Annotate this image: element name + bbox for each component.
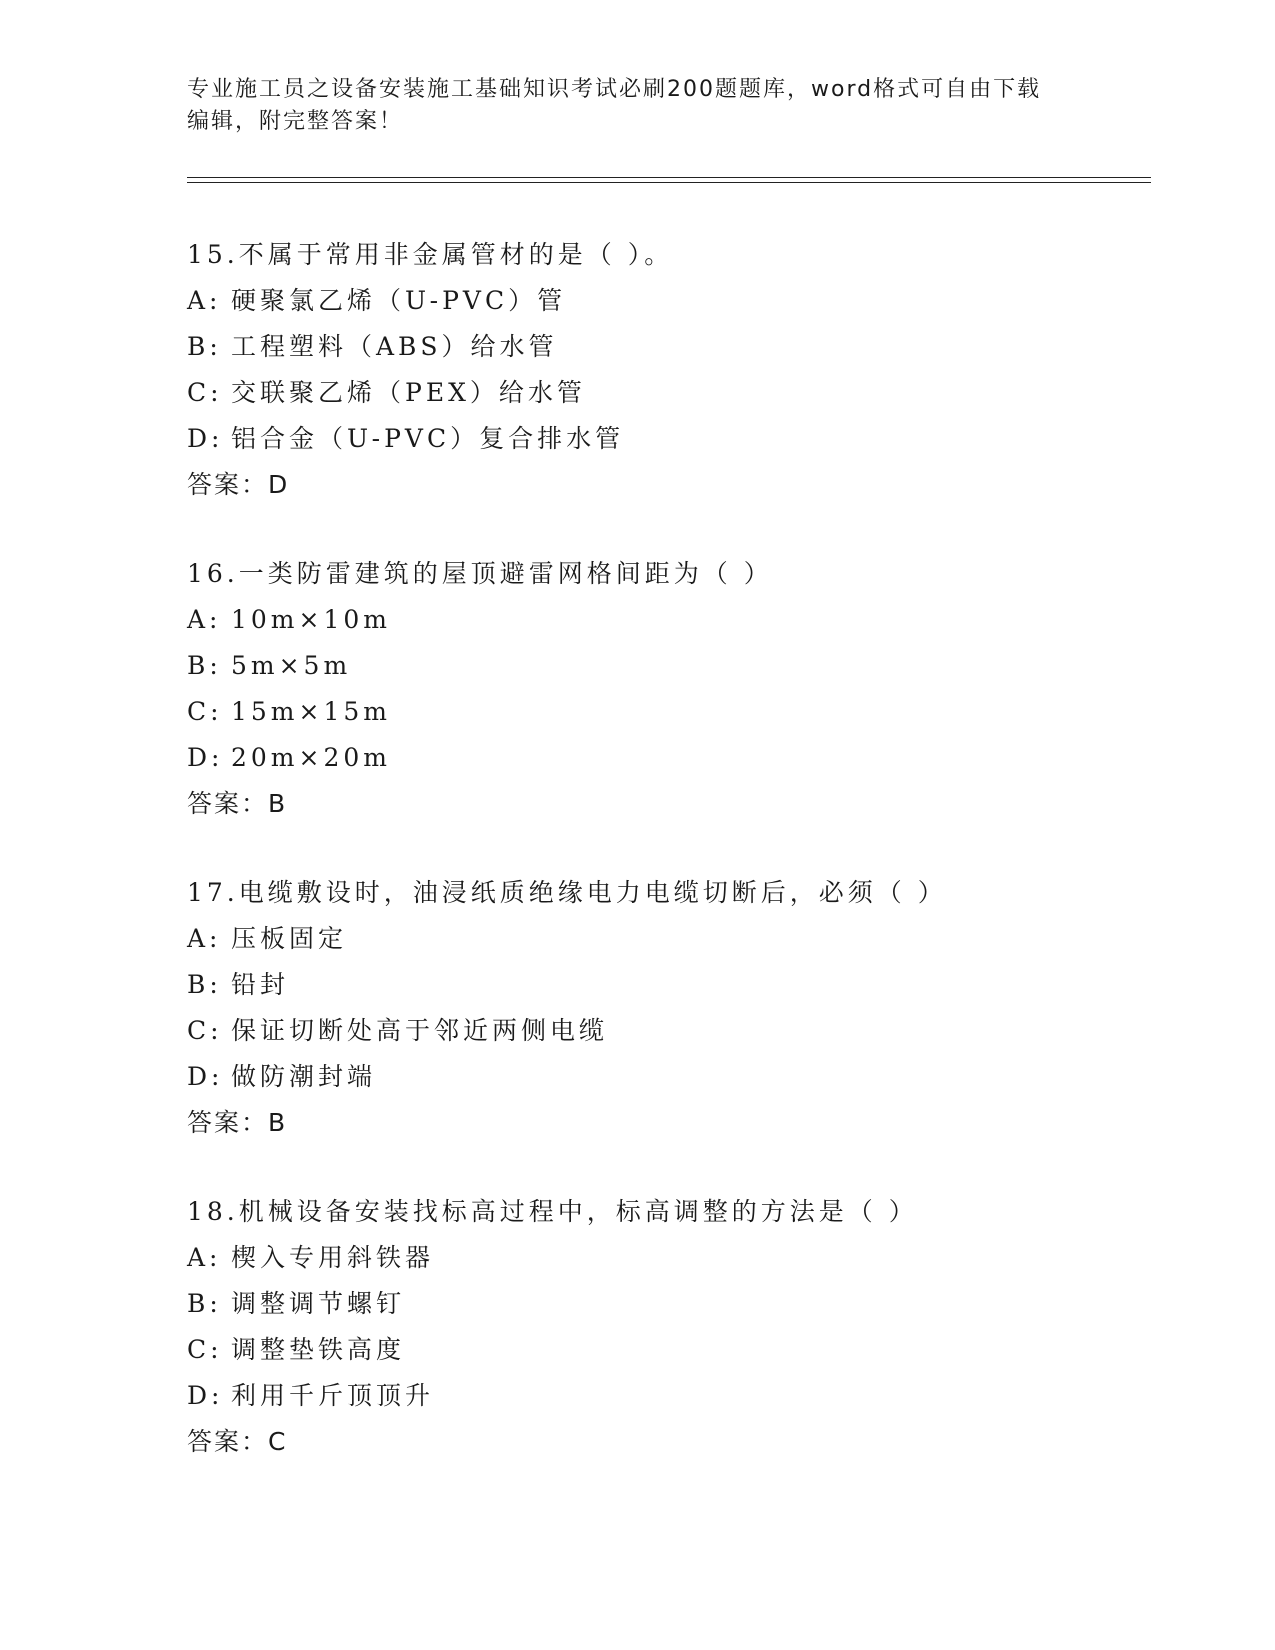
header-divider-top — [187, 177, 1151, 178]
question-title: 17.电缆敷设时，油浸纸质绝缘电力电缆切断后，必须（ ） — [187, 878, 947, 907]
header-line-2: 编辑，附完整答案！ — [187, 109, 404, 134]
answer-line: 答案：C — [187, 1427, 288, 1456]
option-text: 5m×5m — [231, 651, 352, 680]
question-title: 18.机械设备安装找标高过程中，标高调整的方法是（ ） — [187, 1197, 918, 1226]
option-key: B: — [187, 970, 222, 999]
option-b — [187, 1281, 1147, 1327]
question-16 — [187, 551, 1147, 827]
header-line-1: 专业施工员之设备安装施工基础知识考试必刷200题题库，word格式可自由下载 — [187, 77, 1042, 102]
option-key: B: — [187, 651, 222, 680]
answer-line: 答案：B — [187, 789, 288, 818]
option-text: 铝合金（U-PVC）复合排水管 — [231, 424, 625, 453]
option-key: A: — [187, 286, 222, 315]
option-c — [187, 1008, 1147, 1054]
option-key: A: — [187, 924, 222, 953]
option-key: A: — [187, 605, 222, 634]
option-text: 硬聚氯乙烯（U-PVC）管 — [231, 286, 567, 315]
option-text: 调整垫铁高度 — [231, 1335, 406, 1364]
option-b — [187, 962, 1147, 1008]
option-text: 调整调节螺钉 — [231, 1289, 406, 1318]
option-text: 做防潮封端 — [231, 1062, 377, 1091]
option-text: 保证切断处高于邻近两侧电缆 — [231, 1016, 609, 1045]
question-15 — [187, 232, 1147, 508]
option-key: D: — [187, 424, 224, 453]
option-text: 15m×15m — [231, 697, 391, 726]
option-key: B: — [187, 332, 222, 361]
document-header — [187, 74, 1087, 138]
option-text: 压板固定 — [231, 924, 348, 953]
question-title: 15.不属于常用非金属管材的是（ ）。 — [187, 240, 674, 269]
header-divider-bottom — [187, 182, 1151, 183]
option-key: B: — [187, 1289, 222, 1318]
option-key: C: — [187, 1016, 223, 1045]
option-a — [187, 278, 1147, 324]
answer-line: 答案：B — [187, 1108, 288, 1137]
question-17 — [187, 870, 1147, 1146]
option-text: 楔入专用斜铁器 — [231, 1243, 435, 1272]
option-key: C: — [187, 1335, 223, 1364]
option-key: D: — [187, 743, 224, 772]
option-c — [187, 1327, 1147, 1373]
option-d — [187, 416, 1147, 462]
option-key: C: — [187, 378, 223, 407]
option-text: 铅封 — [231, 970, 290, 999]
option-text: 利用千斤顶顶升 — [231, 1381, 435, 1410]
option-key: A: — [187, 1243, 222, 1272]
option-a — [187, 916, 1147, 962]
option-c — [187, 689, 1147, 735]
option-c — [187, 370, 1147, 416]
option-d — [187, 1373, 1147, 1419]
option-a — [187, 597, 1147, 643]
option-text: 20m×20m — [231, 743, 391, 772]
option-d — [187, 735, 1147, 781]
option-text: 10m×10m — [231, 605, 391, 634]
option-key: C: — [187, 697, 223, 726]
option-b — [187, 324, 1147, 370]
option-key: D: — [187, 1381, 224, 1410]
option-b — [187, 643, 1147, 689]
question-title: 16.一类防雷建筑的屋顶避雷网格间距为（ ） — [187, 559, 773, 588]
option-text: 交联聚乙烯（PEX）给水管 — [231, 378, 586, 407]
option-key: D: — [187, 1062, 224, 1091]
option-a — [187, 1235, 1147, 1281]
option-d — [187, 1054, 1147, 1100]
option-text: 工程塑料（ABS）给水管 — [231, 332, 558, 361]
question-18 — [187, 1189, 1147, 1465]
answer-line: 答案：D — [187, 470, 290, 499]
